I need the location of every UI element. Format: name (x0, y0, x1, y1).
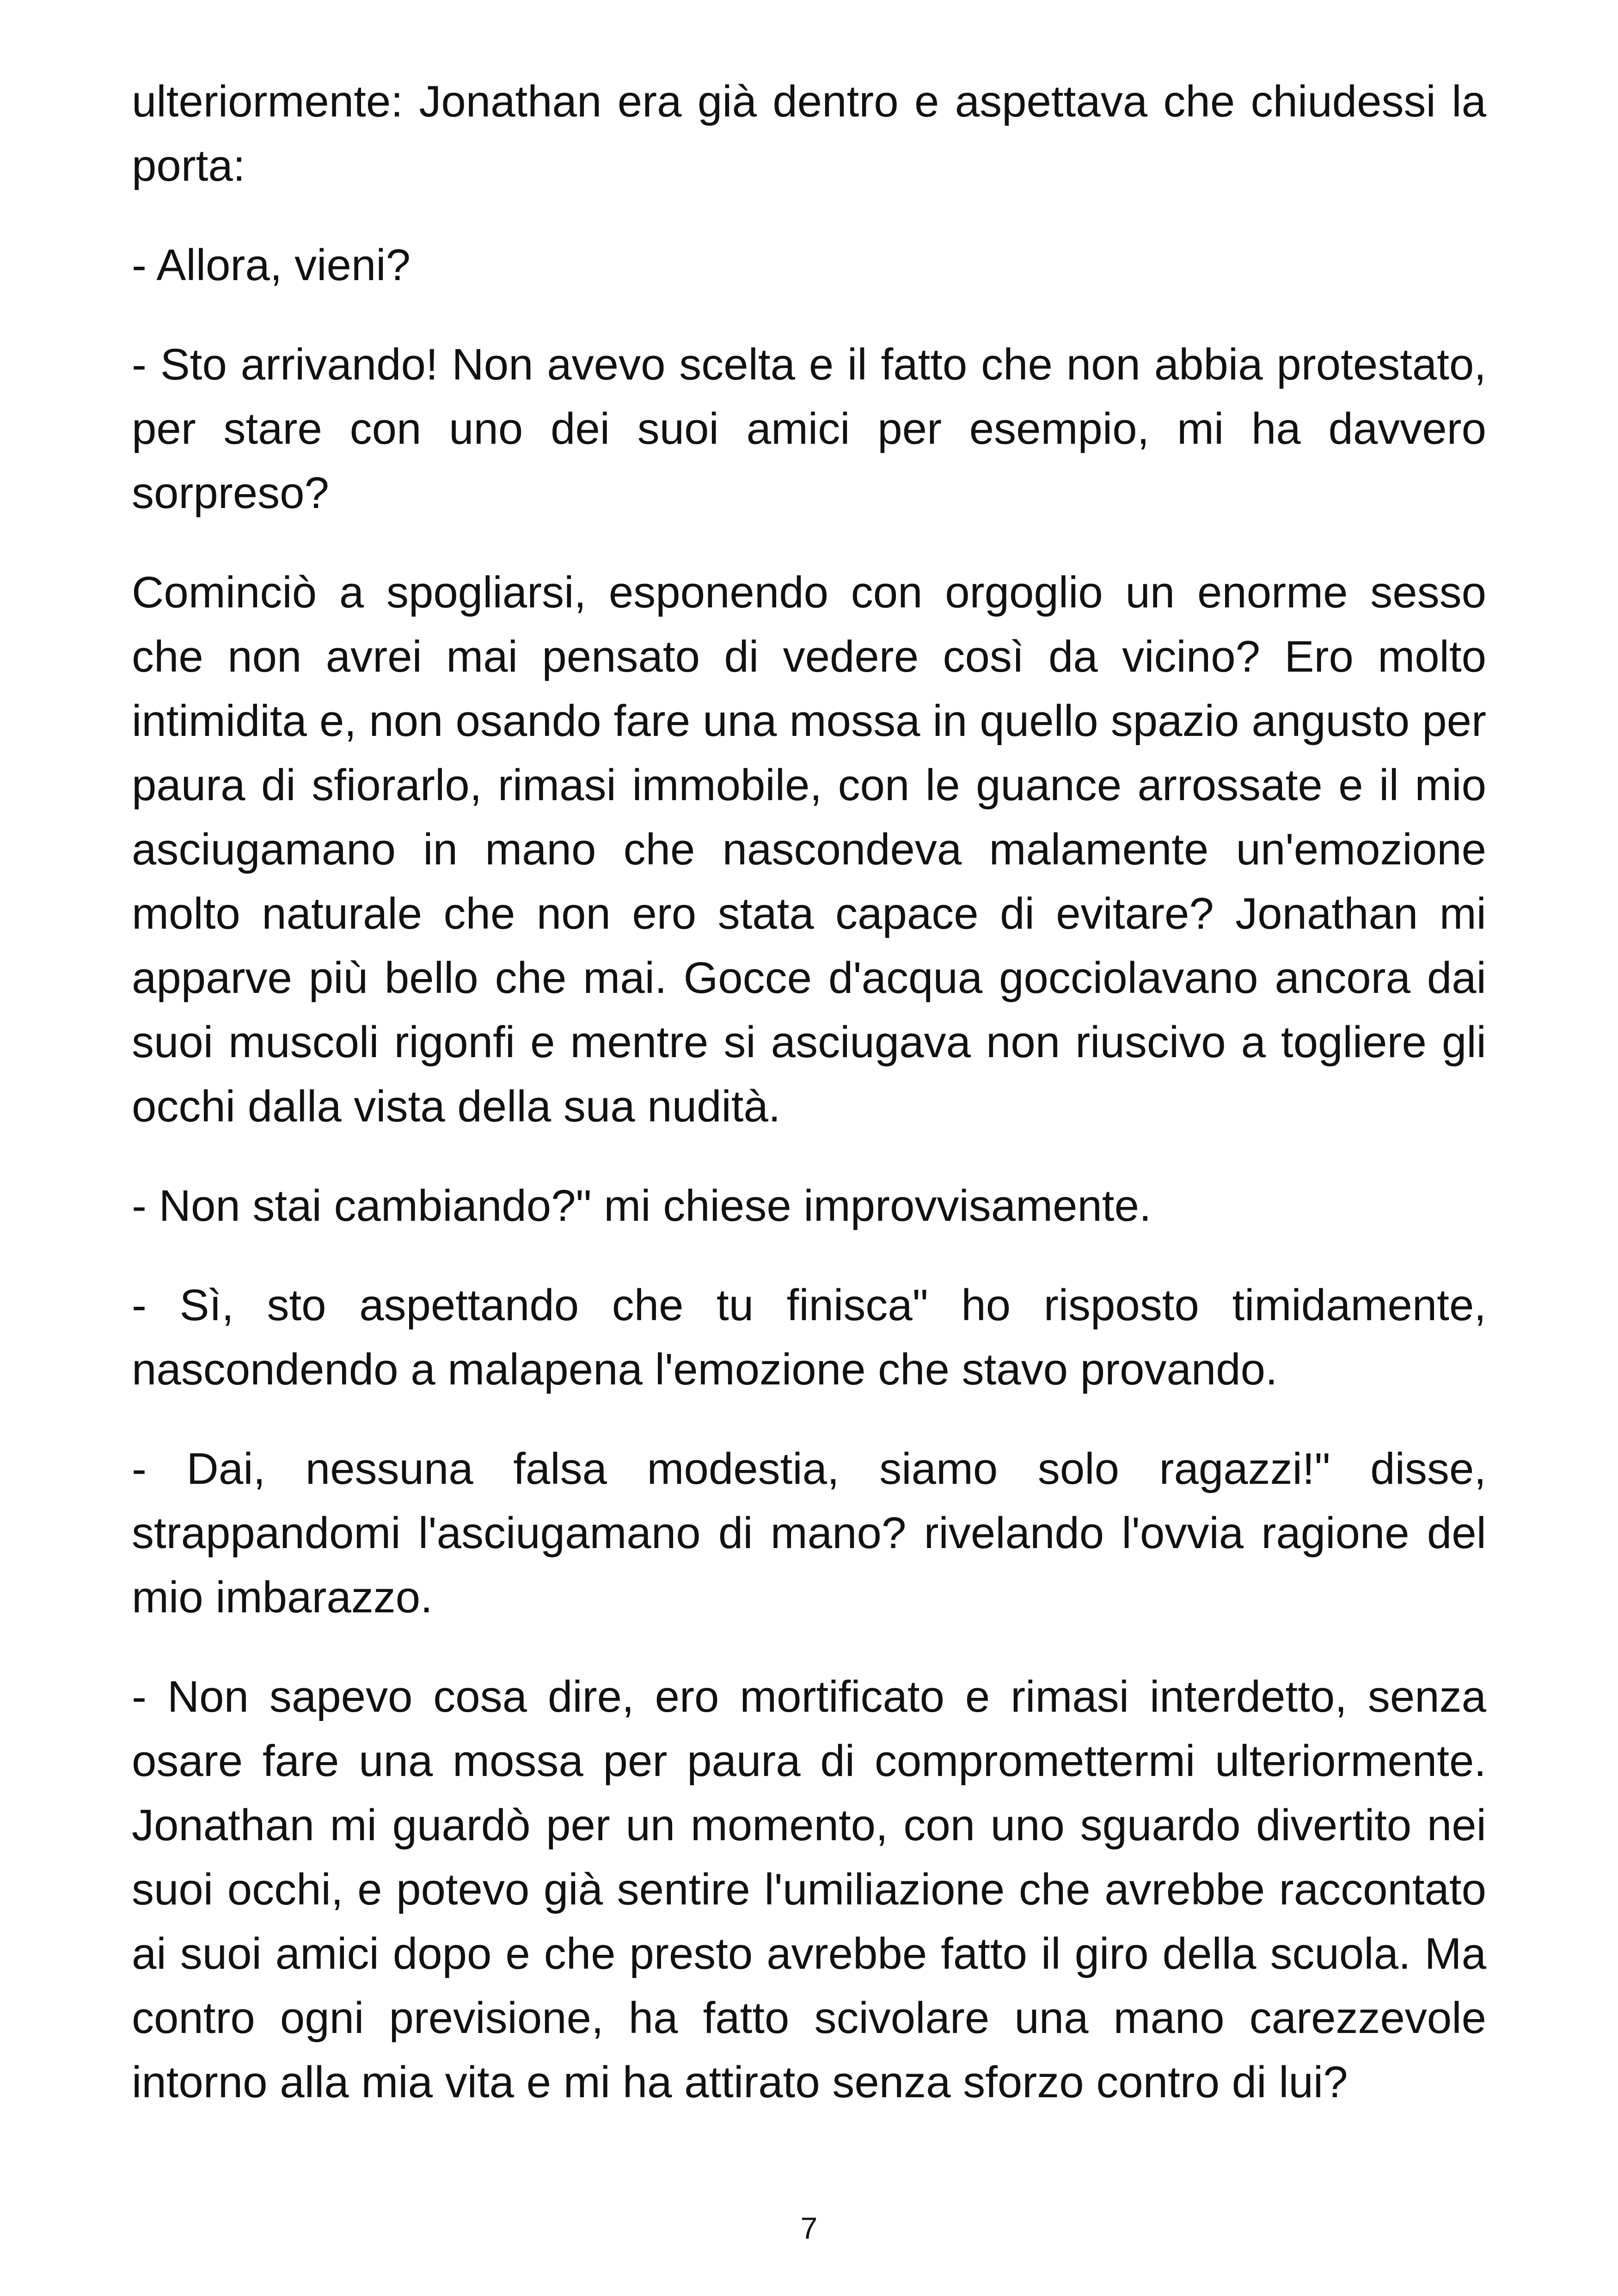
paragraph-1: ulteriormente: Jonathan era già dentro e aspettava che chiudessi la porta: (132, 77, 1486, 190)
document-body (132, 69, 1486, 2114)
paragraph-4: Cominciò a spogliarsi, esponendo con orgoglio un enorme sesso che non avrei mai pensato di vedere così da vicino? Ero molto intimidita e, non osando fare una mossa in quello spazio angusto per paura di sfiorarlo, rimasi immobile, con le guance arrossate e il mio asciugamano in mano che nascondeva malamente un'emozione molto naturale che non ero stata capace di evitare? Jonathan mi apparve più bello che mai. Gocce d'acqua gocciolavano ancora dai suoi muscoli rigonfi e mentre si asciugava non riuscivo a togliere gli occhi dalla vista della sua nudità. (132, 568, 1486, 1131)
paragraph-5: - Non stai cambiando?" mi chiese improvvisamente. (132, 1181, 1152, 1231)
paragraph-7: - Dai, nessuna falsa modestia, siamo solo ragazzi!" disse, strappandomi l'asciugamano di mano? rivelando l'ovvia ragione del mio imbarazzo. (132, 1444, 1486, 1622)
paragraph-3: - Sto arrivando! Non avevo scelta e il fatto che non abbia protestato, per stare con uno dei suoi amici per esempio, mi ha davvero sorpreso? (132, 340, 1486, 518)
paragraph-8: - Non sapevo cosa dire, ero mortificato e rimasi interdetto, senza osare fare una mossa per paura di compromettermi ulteriormente. Jonathan mi guardò per un momento, con uno sguardo divertito nei suoi occhi, e potevo già sentire l'umiliazione che avrebbe raccontato ai suoi amici dopo e che presto avrebbe fatto il giro della scuola. Ma contro ogni previsione, ha fatto scivolare una mano carezzevole intorno alla mia vita e mi ha attirato senza sforzo contro di lui? (132, 1672, 1486, 2107)
page-number: 7 (800, 2211, 818, 2245)
paragraph-6: - Sì, sto aspettando che tu finisca" ho risposto timidamente, nascondendo a malapena l'emozione che stavo provando. (132, 1280, 1486, 1394)
paragraph-2: - Allora, vieni? (132, 240, 411, 290)
